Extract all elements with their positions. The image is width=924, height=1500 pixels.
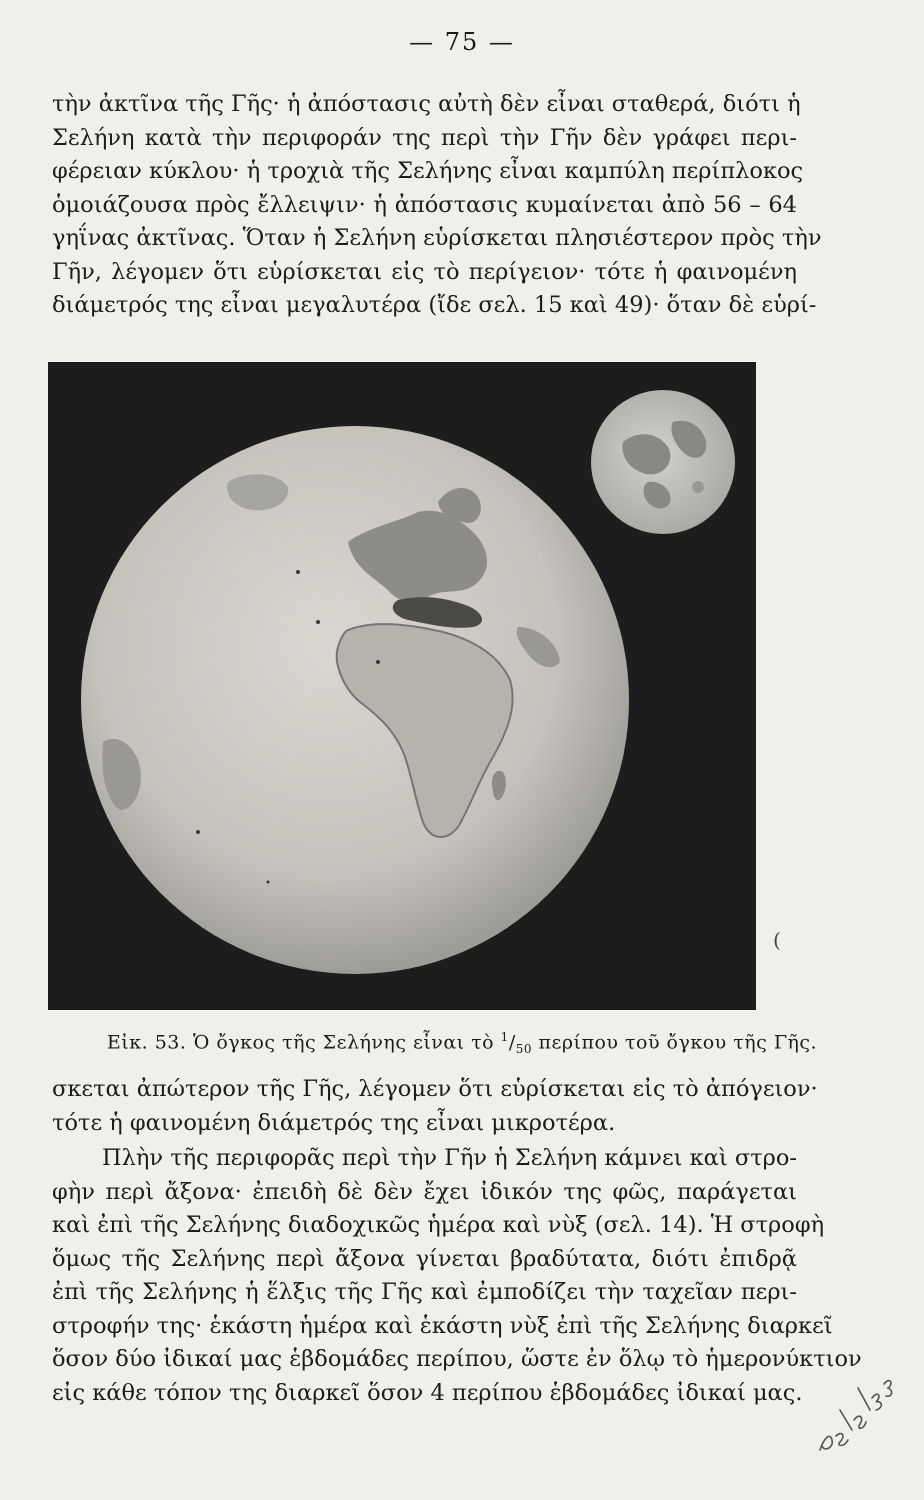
margin-mark: ( <box>773 928 781 952</box>
caption-prefix: Εἰκ. 53. Ὁ ὄγκος τῆς Σελήνης εἶναι τὸ <box>106 1031 495 1054</box>
caption-suffix: περίπου τοῦ ὄγκου τῆς Γῆς. <box>538 1031 818 1054</box>
text-line: εἰς κάθε τόπον της διαρκεῖ ὅσον 4 περίπου ἑβδομάδες ἰδικαί μας. <box>52 1379 803 1406</box>
text-line: φέρειαν κύκλου· ἡ τροχιὰ τῆς Σελήνης εἶναι καμπύλη περίπλοκος <box>52 158 804 184</box>
text-line: διάμετρός της εἶναι μεγαλυτέρα (ἴδε σελ. 15 καὶ 49)· ὅταν δὲ εὑρί- <box>52 292 817 318</box>
caption-fraction-denominator: 50 <box>515 1042 532 1057</box>
text-line: Σελήνη κατὰ τὴν περιφοράν της περὶ τὴν Γῆν δὲν γράφει περι- <box>52 124 797 151</box>
paragraph-rotation <box>52 1142 862 1410</box>
text-line: ὁμοιάζουσα πρὸς ἔλλειψιν· ἡ ἀπόστασις κυμαίνεται ἀπὸ 56 – 64 <box>52 191 797 218</box>
text-line: Πλὴν τῆς περιφορᾶς περὶ τὴν Γῆν ἡ Σελήνη κάμνει καὶ στρο- <box>102 1145 798 1171</box>
moon-globe <box>591 390 735 534</box>
text-line: τότε ἡ φαινομένη διάμετρός της εἶναι μικροτέρα. <box>52 1109 616 1136</box>
paragraph-continuation <box>52 1073 818 1140</box>
text-line: ἐπὶ τῆς Σελήνης ἡ ἕλξις τῆς Γῆς καὶ ἐμποδίζει τὴν ταχεῖαν περι- <box>52 1279 797 1305</box>
paragraph-top <box>52 88 822 323</box>
figure-caption: Εἰκ. 53. Ὁ ὄγκος τῆς Σελήνης εἶναι τὸ $^1/_{50}$ περίπου τοῦ ὄγκου τῆς Γῆς. <box>106 1030 818 1057</box>
handwritten-date-annotation <box>810 1340 900 1460</box>
text-line: ὅσον δύο ἰδικαί μας ἑβδομάδες περίπου, ὥστε ἐν ὅλῳ τὸ ἡμερονύκτιον <box>52 1346 862 1372</box>
earth-moon-figure <box>48 362 756 1010</box>
text-line: Γῆν, λέγομεν ὅτι εὑρίσκεται εἰς τὸ περίγειον· τότε ἡ φαινομένη <box>52 258 797 285</box>
text-line: στροφήν της· ἑκάστη ἡμέρα καὶ ἑκάστη νὺξ ἐπὶ τῆς Σελήνης διαρκεῖ <box>52 1312 833 1339</box>
text-line: καὶ ἐπὶ τῆς Σελήνης διαδοχικῶς ἡμέρα καὶ νὺξ (σελ. 14). Ἡ στροφὴ <box>52 1212 825 1238</box>
text-line: ὅμως τῆς Σελήνης περὶ ἄξονα γίνεται βραδύτατα, διότι ἐπιδρᾷ <box>52 1245 797 1272</box>
text-line: γηΐνας ἀκτῖνας. Ὅταν ἡ Σελήνη εὑρίσκεται πλησιέστερον πρὸς τὴν <box>52 225 822 251</box>
caption-fraction-numerator: 1 <box>500 1030 509 1044</box>
page-number: — 75 — <box>409 28 515 56</box>
earth-moon-illustration <box>48 362 756 1010</box>
text-line: τὴν ἀκτῖνα τῆς Γῆς· ἡ ἀπόστασις αὐτὴ δὲν εἶναι σταθερά, διότι ἡ <box>52 91 801 117</box>
text-line: φὴν περὶ ἄξονα· ἐπειδὴ δὲ δὲν ἔχει ἰδικόν της φῶς, παράγεται <box>52 1178 797 1205</box>
handwritten-date-drawing <box>810 1340 900 1460</box>
earth-globe <box>81 426 629 974</box>
text-line: σκεται ἀπώτερον τῆς Γῆς, λέγομεν ὅτι εὑρίσκεται εἰς τὸ ἀπόγειον· <box>52 1076 818 1102</box>
